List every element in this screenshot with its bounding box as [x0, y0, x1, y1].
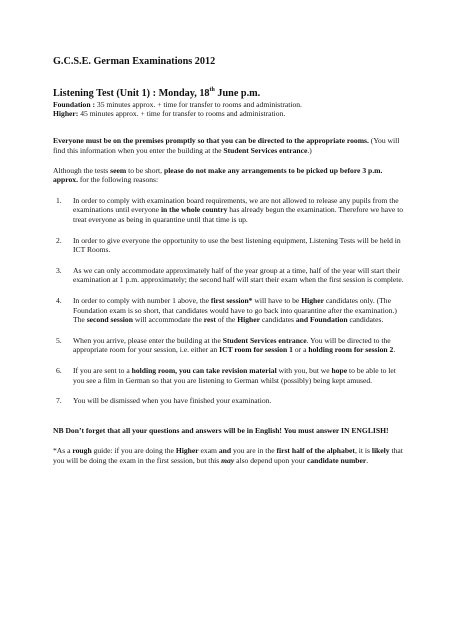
short-seem: seem — [110, 165, 127, 175]
rough-guide-paragraph — [53, 446, 405, 465]
higher-label: Higher: — [53, 109, 79, 119]
guide-text: also depend upon your — [234, 455, 307, 465]
foundation-line — [53, 100, 405, 109]
premises-text-1: (You will find this information when you enter the building at the — [53, 136, 400, 155]
reason-bold: holding room for session 2 — [308, 345, 394, 355]
premises-entrance: Student Services entrance — [223, 146, 308, 155]
guide-text: guide: if you are doing the — [91, 446, 176, 456]
reason-text: . — [393, 345, 396, 355]
reason-item-5 — [53, 336, 405, 355]
listening-heading-post: June p.m. — [214, 88, 261, 99]
reason-text: candidates — [259, 315, 296, 325]
reason-bold: and Foundation — [295, 315, 348, 325]
premises-bold: Everyone must be on the premises promptly so that you can be directed to the appropriate rooms. — [53, 136, 369, 146]
reason-number: 3. — [56, 265, 62, 275]
guide-bold: first half of the alphabet — [276, 446, 355, 456]
reason-text: with you, but we — [276, 365, 332, 375]
reason-bold: second session — [86, 315, 133, 325]
reasons-list — [53, 196, 405, 406]
guide-bold-italic: may — [221, 455, 235, 465]
reason-text: . You will be directed to the appropriate room for your session, i.e. either an — [73, 335, 391, 355]
premises-text-2: .) — [307, 146, 312, 155]
reason-bold: rest — [203, 315, 216, 325]
guide-text: , it is — [354, 446, 372, 456]
reason-item-3 — [53, 266, 405, 285]
reason-text: When you arrive, please enter the building at the — [73, 335, 223, 345]
short-text-1: Although the tests — [53, 165, 111, 175]
reason-text: candidates. — [347, 315, 384, 325]
guide-text: that you will be doing the exam in the first session, but this — [53, 446, 403, 465]
reason-bold: holding room, you can take revision material — [131, 365, 277, 375]
guide-bold: and — [218, 446, 232, 456]
document-title: G.C.S.E. German Examinations 2012 — [53, 56, 216, 67]
reason-number: 1. — [56, 195, 62, 205]
foundation-label: Foundation : — [53, 100, 95, 109]
higher-text: 45 minutes approx. + time for transfer to rooms and administration. — [78, 109, 286, 119]
higher-line — [53, 109, 405, 118]
guide-text: . — [366, 455, 369, 465]
reason-item-2 — [53, 236, 405, 255]
reason-text: will accommodate the — [132, 315, 204, 325]
reason-number: 4. — [56, 295, 62, 305]
reason-number: 5. — [56, 335, 62, 345]
document-page — [53, 55, 405, 465]
nb-english-notice: NB Don’t forget that all your questions and answers will be in English! You must answer IN ENGLISH! — [53, 425, 389, 435]
short-text-2: to be short, — [126, 165, 164, 175]
premises-paragraph — [53, 136, 405, 155]
guide-text: *As a — [53, 446, 73, 456]
reason-bold: first session* — [210, 295, 253, 305]
reason-text: will have to be — [252, 295, 302, 305]
reason-text: to be able to let you see a film in German so that you are listening to German whilst (possibly) being kept amused. — [73, 365, 396, 385]
reason-text: If you are sent to a — [73, 365, 132, 375]
reason-bold: in the whole country — [160, 205, 228, 215]
guide-text: exam — [198, 446, 219, 456]
short-pickup-warning: please do not make any arrangements to be picked up before 3 p.m. approx. — [53, 165, 383, 185]
reason-item-1 — [53, 196, 405, 225]
reason-text: In order to comply with examination board requirements, we are not allowed to release any pupils from the examinations until everyone — [73, 195, 399, 215]
reason-text: As we can only accommodate approximately half of the year group at a time, half of the year will start their examination at 1 p.m. approximately; the second half will start their exam when the first session is complete. — [73, 265, 404, 285]
short-tests-paragraph — [53, 166, 405, 185]
reason-text: candidates only. (The Foundation exam is so short, that candidates would have to go back into quarantine after the examination.) The — [73, 295, 397, 325]
reason-text: You will be dismissed when you have finished your examination. — [73, 396, 272, 406]
reason-text: or a — [292, 345, 309, 355]
reason-bold: ICT room for session 1 — [219, 345, 293, 355]
listening-heading-sup: th — [209, 86, 215, 93]
foundation-text: 35 minutes approx. + time for transfer to rooms and administration. — [95, 100, 302, 109]
reason-bold: Higher — [301, 295, 324, 305]
reason-number: 2. — [56, 235, 62, 245]
reason-bold: Student Services entrance — [222, 335, 307, 345]
guide-bold: candidate number — [306, 455, 367, 465]
reason-number: 6. — [56, 365, 62, 375]
reason-item-4 — [53, 296, 405, 325]
reason-text: has already begun the examination. Therefore we have to treat everyone as being in quarantine until that time is up. — [73, 205, 404, 224]
reason-text: In order to comply with number 1 above, the — [73, 295, 211, 305]
reason-item-7 — [53, 396, 405, 406]
guide-text: you are in the — [231, 446, 277, 456]
guide-bold: Higher — [175, 446, 199, 456]
listening-heading-pre: Listening Test (Unit 1) : Monday, 18 — [53, 88, 210, 99]
guide-bold: rough — [72, 446, 92, 456]
short-text-3: for the following reasons: — [77, 175, 159, 185]
listening-test-heading — [53, 87, 405, 100]
reason-bold: hope — [331, 365, 348, 375]
guide-bold: likely — [371, 446, 390, 456]
reason-item-6 — [53, 366, 405, 385]
reason-text: In order to give everyone the opportunity to use the best listening equipment, Listening Tests will be held in ICT Rooms. — [73, 235, 401, 255]
reason-number: 7. — [56, 396, 62, 406]
reason-text: of the — [215, 315, 238, 325]
reason-bold: Higher — [237, 315, 260, 325]
